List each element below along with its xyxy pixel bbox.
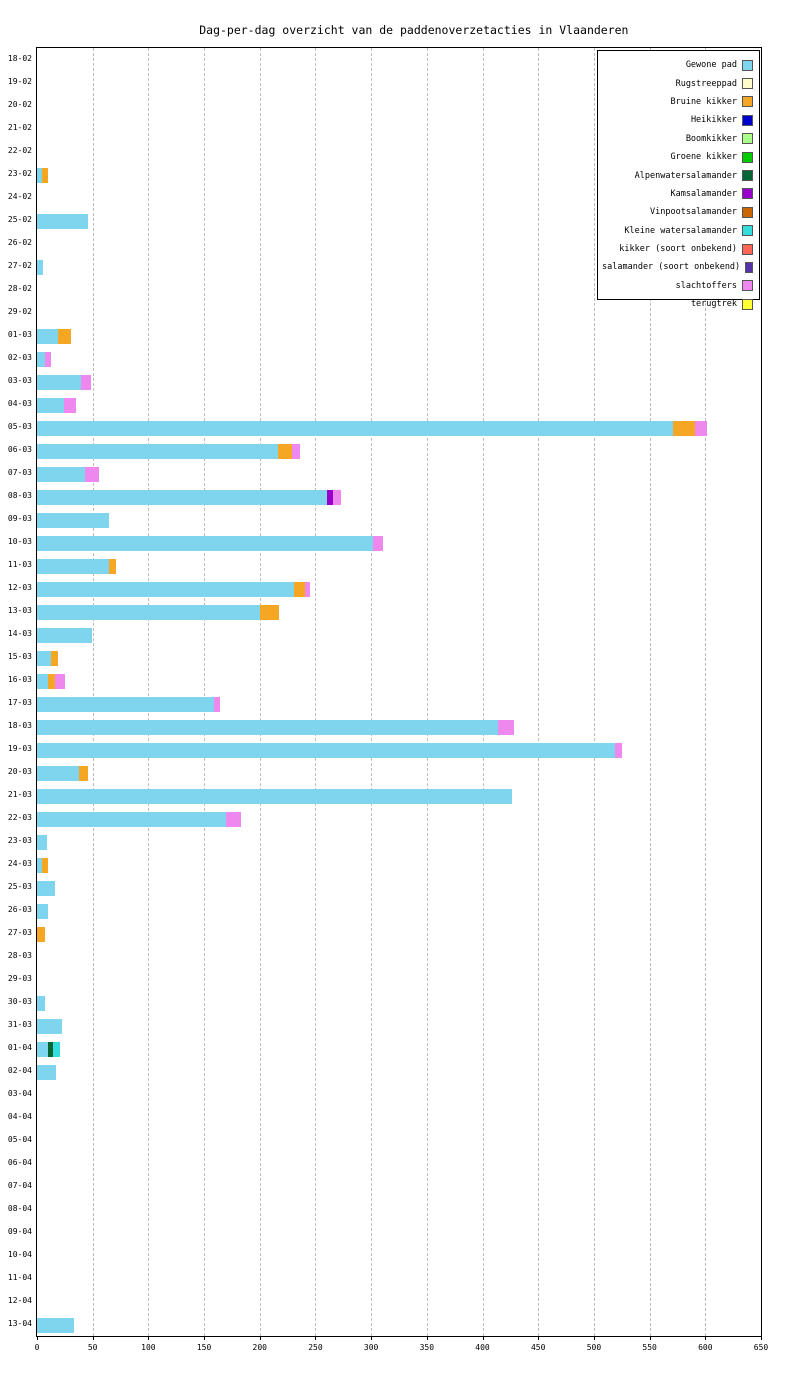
bar-segment <box>695 421 707 436</box>
stacked-bar[interactable] <box>37 582 310 595</box>
legend-color-swatch <box>745 262 753 273</box>
y-tick-label: 23-02 <box>7 168 32 178</box>
y-tick-label: 27-02 <box>7 260 32 270</box>
y-tick-label: 30-03 <box>7 996 32 1006</box>
bar-segment <box>79 766 88 781</box>
x-tick <box>538 1336 539 1340</box>
y-tick-label: 24-02 <box>7 191 32 201</box>
chart-legend <box>597 50 760 310</box>
bar-segment <box>109 559 115 574</box>
chart-row <box>37 370 761 393</box>
chart-row <box>37 577 761 600</box>
bar-segment <box>278 444 291 459</box>
bar-segment <box>37 582 294 597</box>
legend-color-swatch <box>742 60 753 71</box>
stacked-bar[interactable] <box>37 444 300 457</box>
x-tick-label: 400 <box>475 1343 490 1352</box>
x-tick <box>37 1336 38 1340</box>
y-tick-label: 03-04 <box>7 1088 32 1098</box>
x-tick-label: 250 <box>308 1343 323 1352</box>
bar-segment <box>37 421 673 436</box>
x-tick <box>483 1336 484 1340</box>
y-tick-label: 09-03 <box>7 513 32 523</box>
stacked-bar[interactable] <box>37 375 91 388</box>
chart-row <box>37 485 761 508</box>
bar-segment <box>37 835 47 850</box>
legend-item[interactable] <box>602 166 755 184</box>
stacked-bar[interactable] <box>37 214 88 227</box>
bar-segment <box>51 651 57 666</box>
stacked-bar[interactable] <box>37 720 514 733</box>
chart-row <box>37 393 761 416</box>
bar-segment <box>55 674 65 689</box>
stacked-bar[interactable] <box>37 674 65 687</box>
stacked-bar[interactable] <box>37 628 92 641</box>
y-tick-label: 06-03 <box>7 444 32 454</box>
stacked-bar[interactable] <box>37 927 45 940</box>
stacked-bar[interactable] <box>37 697 220 710</box>
y-tick-label: 12-03 <box>7 582 32 592</box>
y-tick-label: 28-03 <box>7 950 32 960</box>
legend-item-label: terugtrek <box>690 299 737 310</box>
stacked-bar[interactable] <box>37 996 45 1009</box>
legend-color-swatch <box>742 170 753 181</box>
bar-segment <box>373 536 383 551</box>
chart-row <box>37 1221 761 1244</box>
chart-row <box>37 1152 761 1175</box>
y-tick-label: 16-03 <box>7 674 32 684</box>
y-tick-label: 26-03 <box>7 904 32 914</box>
bar-segment <box>37 720 498 735</box>
y-tick-label: 21-03 <box>7 789 32 799</box>
legend-color-swatch <box>742 225 753 236</box>
bar-segment <box>37 1042 48 1057</box>
bar-segment <box>37 1019 62 1034</box>
legend-item[interactable] <box>602 185 755 203</box>
stacked-bar[interactable] <box>37 329 71 342</box>
stacked-bar[interactable] <box>37 559 116 572</box>
x-tick <box>148 1336 149 1340</box>
x-tick-label: 200 <box>252 1343 267 1352</box>
legend-item-label: slachtoffers <box>675 280 737 291</box>
bar-segment <box>48 674 56 689</box>
bar-segment <box>37 674 48 689</box>
y-tick-label: 07-04 <box>7 1180 32 1190</box>
y-tick-label: 13-03 <box>7 605 32 615</box>
bar-segment <box>42 168 47 183</box>
y-tick-label: 20-03 <box>7 766 32 776</box>
bar-segment <box>226 812 241 827</box>
y-tick-label: 31-03 <box>7 1019 32 1029</box>
y-tick-label: 25-03 <box>7 881 32 891</box>
x-tick-label: 0 <box>34 1343 40 1352</box>
chart-row <box>37 692 761 715</box>
y-tick-label: 19-02 <box>7 76 32 86</box>
chart-row <box>37 324 761 347</box>
legend-item[interactable] <box>602 222 755 240</box>
chart-row <box>37 531 761 554</box>
chart-row <box>37 830 761 853</box>
bar-segment <box>37 1318 74 1333</box>
legend-color-swatch <box>742 244 753 255</box>
x-tick-label: 150 <box>196 1343 212 1352</box>
x-tick-label: 100 <box>141 1343 156 1352</box>
chart-row <box>37 945 761 968</box>
legend-color-swatch <box>742 207 753 218</box>
bar-segment <box>81 375 91 390</box>
x-tick <box>705 1336 706 1340</box>
x-tick-label: 300 <box>363 1343 379 1352</box>
bar-segment <box>37 490 327 505</box>
legend-item-label: Alpenwatersalamander <box>634 170 737 181</box>
bar-segment <box>42 858 47 873</box>
bar-segment <box>37 927 45 942</box>
legend-item-label: Groene kikker <box>670 152 737 163</box>
bar-segment <box>294 582 305 597</box>
stacked-bar[interactable] <box>37 1019 62 1032</box>
legend-item[interactable] <box>602 130 755 148</box>
bar-segment <box>37 789 512 804</box>
y-tick-label: 19-03 <box>7 743 32 753</box>
legend-item-label: Heikikker <box>690 115 737 126</box>
legend-item-label: Gewone pad <box>685 60 737 71</box>
y-tick-label: 22-03 <box>7 812 32 822</box>
chart-row <box>37 554 761 577</box>
y-tick-label: 04-04 <box>7 1111 32 1121</box>
y-tick-label: 14-03 <box>7 628 32 638</box>
y-tick-label: 02-03 <box>7 352 32 362</box>
x-tick <box>761 1336 762 1340</box>
legend-item-label: salamander (soort onbekend) <box>602 262 741 273</box>
y-tick-label: 17-03 <box>7 697 32 707</box>
stacked-bar[interactable] <box>37 881 55 894</box>
chart-row <box>37 462 761 485</box>
x-tick <box>315 1336 316 1340</box>
y-tick-label: 04-03 <box>7 398 32 408</box>
bar-segment <box>37 1065 56 1080</box>
stacked-bar[interactable] <box>37 467 99 480</box>
stacked-bar[interactable] <box>37 536 383 549</box>
y-tick-label: 12-04 <box>7 1295 32 1305</box>
legend-item-label: Vinpootsalamander <box>650 207 737 218</box>
legend-item[interactable] <box>602 56 755 74</box>
y-tick-label: 22-02 <box>7 145 32 155</box>
chart-row <box>37 416 761 439</box>
y-tick-label: 01-03 <box>7 329 32 339</box>
chart-row <box>37 1313 761 1336</box>
y-tick-label: 27-03 <box>7 927 32 937</box>
bar-segment <box>37 513 109 528</box>
legend-item[interactable] <box>602 258 755 276</box>
legend-item[interactable] <box>602 148 755 166</box>
bar-segment <box>64 398 76 413</box>
x-tick <box>93 1336 94 1340</box>
bar-segment <box>37 628 92 643</box>
chart-row <box>37 508 761 531</box>
legend-item-label: kikker (soort onbekend) <box>619 244 737 255</box>
bar-segment <box>37 375 81 390</box>
legend-item-label: Bruine kikker <box>670 96 737 107</box>
y-tick-label: 08-04 <box>7 1203 32 1213</box>
bar-segment <box>37 329 58 344</box>
x-tick <box>594 1336 595 1340</box>
legend-item-label: Rugstreeppad <box>675 78 737 89</box>
legend-color-swatch <box>742 133 753 144</box>
stacked-bar[interactable] <box>37 605 279 618</box>
stacked-bar[interactable] <box>37 651 58 664</box>
chart-row <box>37 1014 761 1037</box>
chart-row <box>37 784 761 807</box>
x-tick-label: 650 <box>753 1343 769 1352</box>
stacked-bar[interactable] <box>37 1065 56 1078</box>
legend-color-swatch <box>742 96 753 107</box>
gridline <box>761 48 762 1336</box>
legend-item-label: Kleine watersalamander <box>624 225 737 236</box>
bar-segment <box>37 812 226 827</box>
stacked-bar[interactable] <box>37 835 47 848</box>
y-tick-label: 07-03 <box>7 467 32 477</box>
y-tick-label: 26-02 <box>7 237 32 247</box>
bar-segment <box>214 697 220 712</box>
legend-item[interactable] <box>602 203 755 221</box>
y-tick-label: 18-02 <box>7 53 32 63</box>
chart-row <box>37 1198 761 1221</box>
bar-segment <box>37 697 214 712</box>
legend-color-swatch <box>742 78 753 89</box>
bar-segment <box>37 605 260 620</box>
bar-segment <box>615 743 623 758</box>
stacked-bar[interactable] <box>37 1318 74 1331</box>
bar-segment <box>45 352 51 367</box>
chart-row <box>37 853 761 876</box>
stacked-bar[interactable] <box>37 858 48 871</box>
bar-segment <box>305 582 310 597</box>
stacked-bar[interactable] <box>37 904 48 917</box>
y-tick-label: 15-03 <box>7 651 32 661</box>
bar-segment <box>37 766 79 781</box>
legend-item[interactable] <box>602 111 755 129</box>
stacked-bar[interactable] <box>37 743 622 756</box>
legend-item[interactable] <box>602 93 755 111</box>
y-tick-label: 29-03 <box>7 973 32 983</box>
legend-item[interactable] <box>602 74 755 92</box>
y-tick-label: 18-03 <box>7 720 32 730</box>
chart-row <box>37 1106 761 1129</box>
y-tick-label: 13-04 <box>7 1318 32 1328</box>
legend-color-swatch <box>742 152 753 163</box>
bar-segment <box>37 467 85 482</box>
legend-item-label: Boomkikker <box>685 133 737 144</box>
bar-segment <box>37 743 615 758</box>
chart-row <box>37 1175 761 1198</box>
x-tick <box>427 1336 428 1340</box>
bar-segment <box>333 490 342 505</box>
chart-row <box>37 922 761 945</box>
bar-segment <box>58 329 71 344</box>
legend-color-swatch <box>742 280 753 291</box>
y-tick-label: 11-04 <box>7 1272 32 1282</box>
chart-row <box>37 1060 761 1083</box>
chart-row <box>37 347 761 370</box>
legend-item-label: Kamsalamander <box>670 188 737 199</box>
bar-segment <box>37 904 48 919</box>
y-tick-label: 11-03 <box>7 559 32 569</box>
bar-segment <box>53 1042 59 1057</box>
bar-segment <box>37 398 64 413</box>
stacked-bar[interactable] <box>37 260 43 273</box>
y-tick-label: 03-03 <box>7 375 32 385</box>
chart-row <box>37 807 761 830</box>
chart-row <box>37 761 761 784</box>
legend-item[interactable] <box>602 277 755 295</box>
chart-row <box>37 1129 761 1152</box>
chart-row <box>37 646 761 669</box>
y-tick-label: 10-03 <box>7 536 32 546</box>
bar-segment <box>260 605 280 620</box>
bar-segment <box>292 444 301 459</box>
bar-segment <box>85 467 99 482</box>
chart-row <box>37 600 761 623</box>
chart-row <box>37 1037 761 1060</box>
y-tick-label: 10-04 <box>7 1249 32 1259</box>
chart-row <box>37 1267 761 1290</box>
bar-segment <box>37 996 45 1011</box>
stacked-bar[interactable] <box>37 421 707 434</box>
x-tick <box>650 1336 651 1340</box>
bar-segment <box>37 559 109 574</box>
y-tick-label: 29-02 <box>7 306 32 316</box>
stacked-bar[interactable] <box>37 352 51 365</box>
stacked-bar[interactable] <box>37 812 241 825</box>
x-tick <box>371 1336 372 1340</box>
y-tick-label: 06-04 <box>7 1157 32 1167</box>
y-tick-label: 08-03 <box>7 490 32 500</box>
chart-row <box>37 439 761 462</box>
y-tick-label: 24-03 <box>7 858 32 868</box>
y-tick-label: 28-02 <box>7 283 32 293</box>
y-tick-label: 02-04 <box>7 1065 32 1075</box>
x-tick <box>204 1336 205 1340</box>
chart-row <box>37 991 761 1014</box>
stacked-bar[interactable] <box>37 766 88 779</box>
chart-row <box>37 968 761 991</box>
bar-segment <box>37 444 278 459</box>
chart-row <box>37 1290 761 1313</box>
bar-segment <box>37 214 88 229</box>
legend-item[interactable] <box>602 240 755 258</box>
x-tick-label: 450 <box>530 1343 546 1352</box>
y-tick-label: 01-04 <box>7 1042 32 1052</box>
bar-segment <box>37 352 45 367</box>
bar-segment <box>673 421 695 436</box>
y-tick-label: 05-03 <box>7 421 32 431</box>
stacked-bar[interactable] <box>37 398 76 411</box>
x-tick-label: 50 <box>87 1343 98 1352</box>
x-tick-label: 550 <box>642 1343 657 1352</box>
x-tick-label: 500 <box>586 1343 602 1352</box>
y-tick-label: 20-02 <box>7 99 32 109</box>
stacked-bar[interactable] <box>37 513 109 526</box>
y-tick-label: 23-03 <box>7 835 32 845</box>
y-tick-label: 25-02 <box>7 214 32 224</box>
bar-segment <box>37 881 55 896</box>
chart-row <box>37 738 761 761</box>
stacked-bar[interactable] <box>37 168 48 181</box>
x-tick-label: 350 <box>419 1343 435 1352</box>
legend-color-swatch <box>742 115 753 126</box>
stacked-bar[interactable] <box>37 490 341 503</box>
y-tick-label: 09-04 <box>7 1226 32 1236</box>
chart-row <box>37 1244 761 1267</box>
legend-item[interactable] <box>602 295 755 313</box>
chart-row <box>37 623 761 646</box>
stacked-bar[interactable] <box>37 789 512 802</box>
bar-segment <box>37 260 43 275</box>
x-tick-label: 600 <box>698 1343 713 1352</box>
bar-segment <box>498 720 514 735</box>
stacked-bar[interactable] <box>37 1042 60 1055</box>
chart-title-line1: Dag-per-dag overzicht van de paddenoverzetacties in Vlaanderen <box>199 23 629 37</box>
y-tick-label: 21-02 <box>7 122 32 132</box>
chart-row <box>37 669 761 692</box>
bar-segment <box>37 651 51 666</box>
legend-color-swatch <box>742 188 753 199</box>
chart-row <box>37 899 761 922</box>
chart-row <box>37 876 761 899</box>
chart-row <box>37 1083 761 1106</box>
chart-row <box>37 715 761 738</box>
legend-color-swatch <box>742 299 753 310</box>
x-tick <box>260 1336 261 1340</box>
y-tick-label: 05-04 <box>7 1134 32 1144</box>
bar-segment <box>37 536 373 551</box>
